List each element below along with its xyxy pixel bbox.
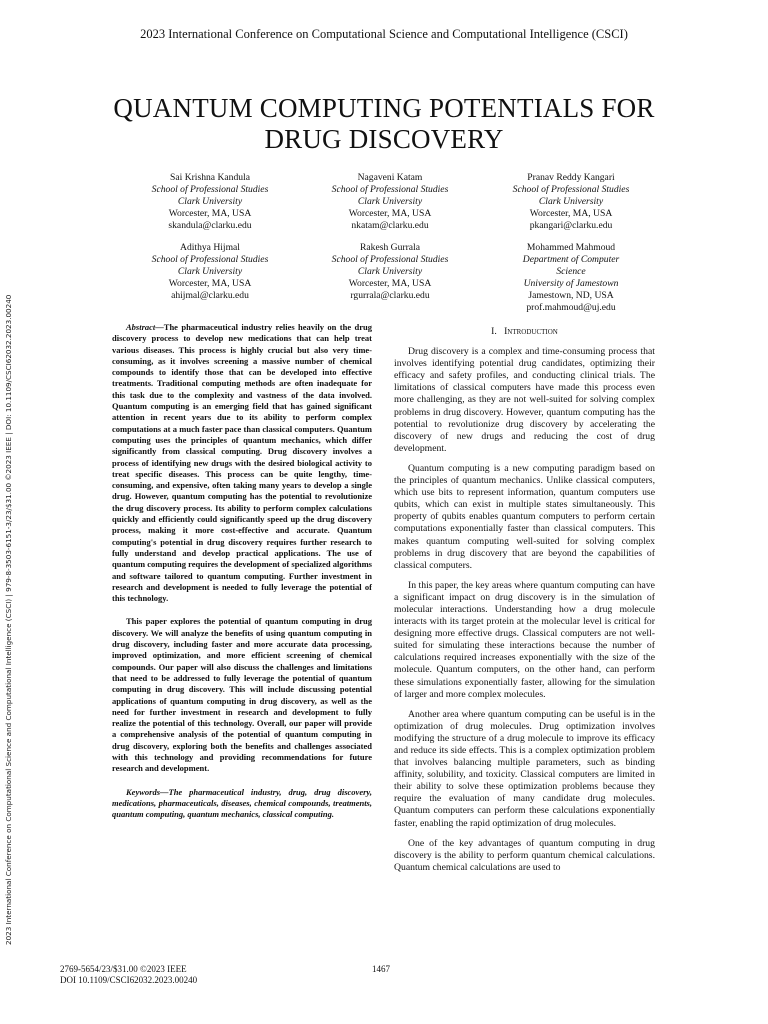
author-institution: Clark University [538, 196, 604, 207]
author-institution: University of Jamestown [523, 278, 619, 289]
author-email: nkatam@clarku.edu [351, 220, 429, 231]
intro-paragraph: In this paper, the key areas where quantum computing can have a significant impact on drug discovery is in the simulation of molecular interactions. Understanding how a drug molecule interacts with its target protein at the molecular level is critical for designing more effective drugs. Classical computers are not well-suited for simulating these interactions because the number of calculations required increases exponentially with the size of the molecule. Quantum computers, on the other hand, can perform these simulations exponentially faster, allowing for the simulation of larger and more complex molecules. [394, 579, 655, 700]
author-block [481, 242, 661, 314]
conference-header: 2023 International Conference on Computational Science and Computational Intelligence (CSCI) [140, 27, 628, 41]
side-doi-strip: 2023 International Conference on Computational Science and Computational Intelligence (CSCI) | 979-8-3503-6151-3/23/$31.00 ©2023 IEEE | DOI: 10.1109/CSCI62032.2023.00240 [4, 294, 13, 945]
author-block [300, 242, 480, 302]
author-name: Pranav Reddy Kangari [527, 172, 615, 183]
author-email: ahijmal@clarku.edu [171, 290, 249, 301]
author-affiliation-cont: Science [556, 266, 586, 277]
author-name: Rakesh Gurrala [360, 242, 420, 253]
author-affiliation: School of Professional Studies [331, 184, 449, 195]
author-name: Adithya Hijmal [180, 242, 240, 253]
author-email: prof.mahmoud@uj.edu [526, 302, 616, 313]
title-line-2: DRUG DISCOVERY [264, 124, 504, 154]
author-email: pkangari@clarku.edu [529, 220, 613, 231]
author-affiliation: School of Professional Studies [331, 254, 449, 265]
author-block [481, 172, 661, 232]
page-number: 1467 [372, 964, 390, 974]
footer-doi: DOI 10.1109/CSCI62032.2023.00240 [60, 975, 198, 985]
author-institution: Clark University [177, 196, 243, 207]
intro-paragraph: Quantum computing is a new computing paradigm based on the principles of quantum mechanics. Unlike classical computers, which use bits to represent information, quantum computers use qubits, which can exist in multiple states simultaneously. This property of qubits enables quantum computers to perform certain computations exponentially faster than classical computers. This makes quantum computing well-suited for solving complex problems in drug discovery that are beyond the capabilities of classical computers. [394, 462, 655, 571]
abstract-paragraph [112, 322, 372, 604]
author-affiliation: School of Professional Studies [151, 254, 269, 265]
author-location: Worcester, MA, USA [529, 208, 613, 219]
author-location: Worcester, MA, USA [168, 208, 252, 219]
author-institution: Clark University [357, 266, 423, 277]
author-location: Worcester, MA, USA [168, 278, 252, 289]
title-line-1: QUANTUM COMPUTING POTENTIALS FOR [113, 93, 655, 123]
author-affiliation: School of Professional Studies [151, 184, 269, 195]
abstract-text: —The pharmaceutical industry relies heavily on the drug discovery process to develop new medications that can help treat various diseases. This process is highly crucial but also very time-consuming, as it involves screening a massive number of chemical compounds to identify those that can be developed into effective treatments. Traditional computing methods are often inadequate for this task due to the complexity and vastness of the data involved. Quantum computing is an emerging field that has gained significant attention in recent years due to its ability to perform complex computations at a much faster pace than classical computers. Quantum computing uses the principles of quantum mechanics, which differ significantly from classical computing. Drug discovery involves a process of identifying new drugs with the desired biological activity to treat specific diseases. This process can be quite lengthy, time-consuming, and expensive, often taking many years to develop a single drug. However, quantum computing has the potential to revolutionize the drug discovery process. Its ability to perform complex calculations quickly and efficiently could significantly speed up the drug discovery process, making it more cost-effective and accurate. Quantum computing's potential in drug discovery requires further research to fully understand and develop practical applications. The use of quantum computing requires the development of specialized algorithms and software tailored to quantum computing. Further investment in research and development is needed to fully leverage the potential of this technology. [112, 322, 372, 604]
right-column [394, 326, 655, 882]
keywords-text: —The pharmaceutical industry, drug, drug discovery, medications, pharmaceuticals, diseases, chemical compounds, treatments, quantum computing, quantum mechanics, classical computing. [112, 786, 372, 820]
author-block [120, 172, 300, 232]
author-affiliation: School of Professional Studies [512, 184, 630, 195]
intro-paragraph: Drug discovery is a complex and time-consuming process that involves identifying potential drug candidates, optimizing their efficacy and safety profiles, and conducting clinical trials. The limitations of classical computers have made this process even more challenging, as they are not well-suited for solving complex problems in drug discovery. However, quantum computing has the potential to revolutionize drug discovery by accelerating the discovery of new drugs and reducing the cost of drug development. [394, 346, 655, 454]
section-title: Introduction [504, 326, 558, 337]
author-institution: Clark University [357, 196, 423, 207]
section-heading [394, 326, 655, 338]
author-institution: Clark University [177, 266, 243, 277]
author-location: Worcester, MA, USA [348, 278, 432, 289]
section-number: I. [491, 326, 497, 337]
author-name: Mohammed Mahmoud [526, 242, 616, 253]
intro-paragraph: Another area where quantum computing can be useful is in the optimization of drug molecules. Drug optimization involves modifying the structure of a drug molecule to improve its efficacy and reduce its side effects. This is a complex optimization problem that involves balancing multiple parameters, such as binding affinity, solubility, and toxicity. Classical computers are limited in their ability to solve these optimization problems because they require the evaluation of many candidate drug molecules. Quantum computers can perform these calculations exponentially faster, enabling the rapid optimization of drug molecules. [394, 708, 655, 829]
author-name: Sai Krishna Kandula [170, 172, 250, 183]
footer-copyright [60, 964, 197, 986]
author-affiliation: Department of Computer [522, 254, 620, 265]
abstract-paragraph-2: This paper explores the potential of quantum computing in drug discovery. We will analyze the benefits of using quantum computing in drug discovery, including faster and more accurate data processing, improved optimization, and more efficient screening of chemical compounds. Our paper will also discuss the challenges and limitations that need to be addressed to fully leverage the potential of quantum computing in drug discovery. This will include discussing potential applications of quantum computing in drug discovery, as well as the need for further investment in research and development to fully realize the potential of this technology. Overall, our paper will provide a comprehensive analysis of the potential of quantum computing in drug discovery, exploring both the benefits and challenges associated with this technology and providing recommendations for future research and development. [112, 616, 372, 774]
intro-paragraph: One of the key advantages of quantum computing in drug discovery is the ability to perform quantum chemical calculations. Quantum chemical calculations are used to [394, 837, 655, 873]
footer-issn: 2769-5654/23/$31.00 ©2023 IEEE [60, 964, 187, 974]
author-block [120, 242, 300, 302]
author-email: skandula@clarku.edu [168, 220, 252, 231]
paper-title [90, 93, 678, 155]
abstract-lead: Abstract [126, 322, 156, 332]
keywords-paragraph [112, 787, 372, 821]
author-email: rgurrala@clarku.edu [350, 290, 430, 301]
keywords-lead: Keywords [126, 786, 160, 797]
author-location: Worcester, MA, USA [348, 208, 432, 219]
author-block [300, 172, 480, 232]
author-location: Jamestown, ND, USA [528, 290, 614, 301]
left-column [112, 322, 372, 832]
author-name: Nagaveni Katam [357, 172, 423, 183]
